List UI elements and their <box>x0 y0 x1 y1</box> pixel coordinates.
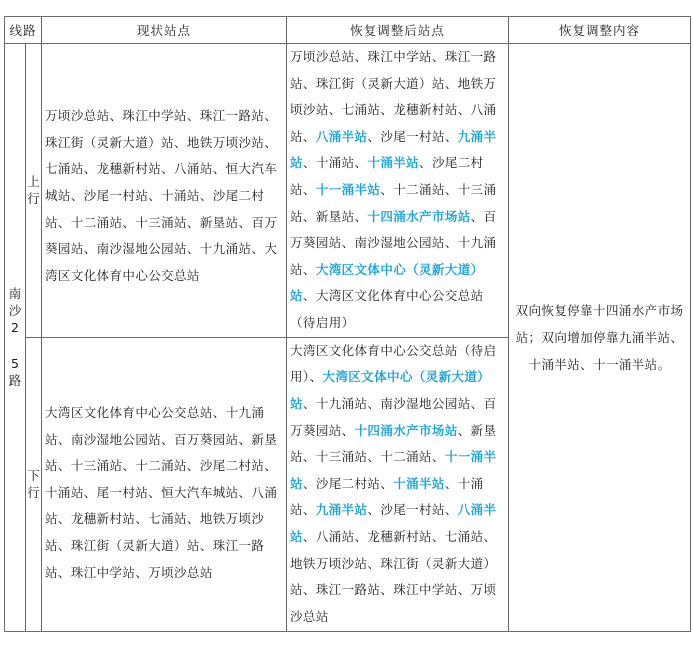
direction-up-char: 行 <box>27 191 40 207</box>
highlighted-stop: 九涌半站 <box>290 128 497 171</box>
current-stops-up: 万顷沙总站、珠江中学站、珠江一路站、珠江街（灵新大道）站、地铁万顷沙站、七涌站、龙穗新村站、八涌站、恒大汽车城站、沙尾一村站、十涌站、沙尾二村站、十二涌站、十三涌站、新垦站、百万葵园站、南沙湿地公园站、十九涌站、大湾区文化体育中心公交总站 <box>42 44 287 338</box>
route-name-char: 南 <box>8 286 22 302</box>
highlighted-stop: 八涌半站 <box>290 502 497 544</box>
header-current-stops: 现状站点 <box>42 17 287 44</box>
stop-text: 万顷沙总站、珠江中学站、珠江一路站、珠江街（灵新大道）站、地铁万顷沙站、七涌站、龙穗新村站、八涌站、 <box>290 49 497 144</box>
direction-down <box>26 337 42 631</box>
highlighted-stop: 十四涌水产市场站 <box>367 208 471 224</box>
stop-text: 、十九涌站、南沙湿地公园站、百万葵园站、 <box>290 395 497 438</box>
highlighted-stop: 大湾区文体中心（灵新大道）站 <box>290 261 484 304</box>
highlighted-stop: 大湾区文体中心（灵新大道）站 <box>290 369 491 411</box>
stop-text: 、百万葵园站、南沙湿地公园站、十九涌站、 <box>290 208 497 277</box>
route-name-char: 5 <box>11 356 19 372</box>
stop-text: 、沙尾一村站、 <box>367 128 458 144</box>
route-name-char: 路 <box>8 373 22 389</box>
header-adjusted-stops: 恢复调整后站点 <box>287 17 509 44</box>
direction-down-char: 行 <box>27 485 40 501</box>
stop-text: 、十涌站、 <box>290 475 484 518</box>
route-name <box>5 44 26 632</box>
route-name-char: 2 <box>11 320 19 336</box>
route-name-char: 沙 <box>8 303 22 319</box>
row-upbound <box>5 44 691 338</box>
highlighted-stop: 十涌半站 <box>393 475 445 491</box>
highlighted-stop: 十四涌水产市场站 <box>354 422 458 438</box>
adjusted-stops-down <box>287 337 509 631</box>
highlighted-stop: 十一涌半站 <box>315 181 381 197</box>
adjusted-stops-up <box>287 44 509 338</box>
header-line: 线路 <box>5 17 42 44</box>
route-adjustment-table <box>4 16 691 632</box>
current-stops-down: 大湾区文化体育中心公交总站、十九涌站、南沙湿地公园站、百万葵园站、新垦站、十三涌站、十二涌站、沙尾二村站、十涌站、尾一村站、恒大汽车城站、八涌站、龙穗新村站、七涌站、地铁万顷沙站、珠江街（灵新大道）站、珠江一路站、珠江中学站、万顷沙总站 <box>42 337 287 631</box>
header-adjustment-content: 恢复调整内容 <box>509 17 691 44</box>
stop-text: 、沙尾二村站、 <box>290 155 484 197</box>
direction-up-char: 上 <box>27 174 40 190</box>
stop-text: 、八涌站、龙穗新村站、七涌站、地铁万顷沙站、珠江街（灵新大道）站、珠江一路站、珠江中学站、万顷沙总站 <box>290 528 497 624</box>
direction-down-char: 下 <box>27 468 40 484</box>
highlighted-stop: 十涌半站 <box>367 155 420 171</box>
highlighted-stop: 八涌半站 <box>315 128 368 144</box>
stop-text: 、新垦站、十三涌站、十二涌站、 <box>290 422 497 465</box>
stop-text: 、十二涌站、十三涌站、新垦站、 <box>290 181 497 224</box>
stop-text: 、沙尾二村站、 <box>302 475 394 491</box>
direction-up <box>26 44 42 338</box>
highlighted-stop: 十一涌半站 <box>290 449 497 491</box>
stop-text: 大湾区文化体育中心公交总站（待启用）、 <box>290 342 497 385</box>
highlighted-stop: 九涌半站 <box>315 502 368 518</box>
stop-text: 、沙尾一村站、 <box>367 502 458 518</box>
stop-text: 、大湾区文化体育中心公交总站（待启用） <box>290 288 484 330</box>
stop-text: 、十涌站、 <box>302 155 368 171</box>
adjustment-content: 双向恢复停靠十四涌水产市场站；双向增加停靠九涌半站、十涌半站、十一涌半站。 <box>509 44 691 632</box>
header-row <box>5 17 691 44</box>
